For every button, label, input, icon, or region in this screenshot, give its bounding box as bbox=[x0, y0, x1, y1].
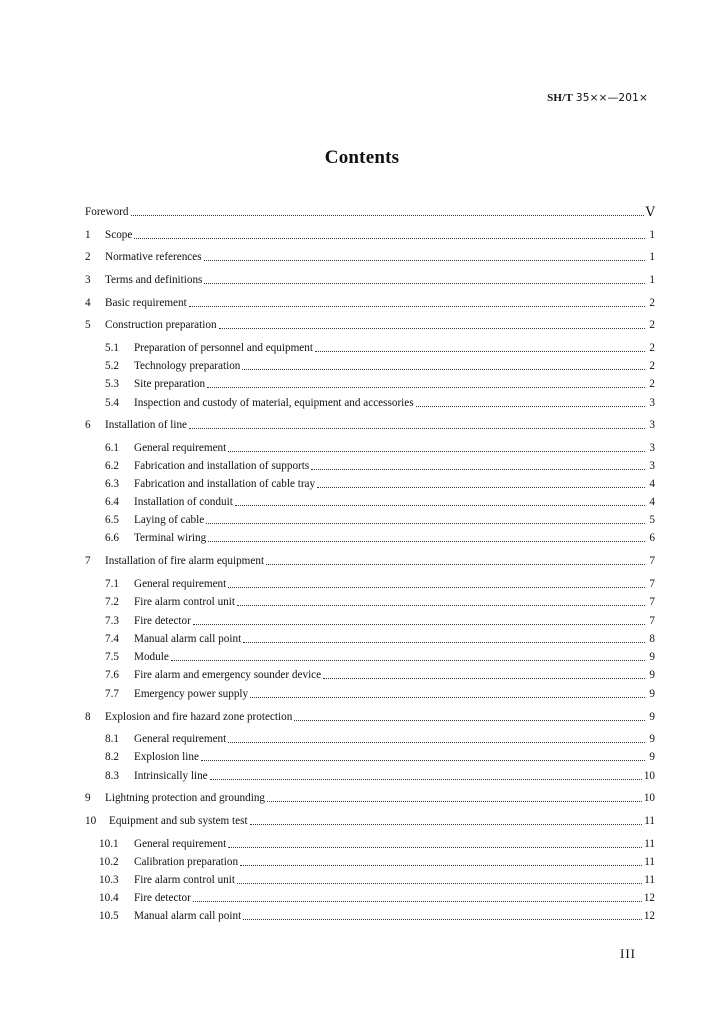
toc-entry-page: 2 bbox=[649, 360, 655, 372]
toc-entry-number: 8.1 bbox=[105, 733, 119, 745]
toc-entry-label: Basic requirement bbox=[105, 297, 187, 309]
toc-entry-label: Lightning protection and grounding bbox=[105, 792, 266, 804]
toc-entry-label: Construction preparation bbox=[105, 319, 217, 331]
toc-entry-number: 9 bbox=[85, 792, 91, 804]
dot-leader bbox=[266, 564, 645, 565]
toc-entry-page: 9 bbox=[649, 688, 655, 700]
dot-leader bbox=[171, 660, 645, 661]
toc-entry-page: 9 bbox=[649, 711, 655, 723]
toc-entry-number: 6.6 bbox=[105, 532, 119, 544]
toc-entry-page: 2 bbox=[649, 378, 655, 390]
toc-entry[interactable] bbox=[85, 575, 655, 591]
dot-leader bbox=[240, 865, 642, 866]
toc-entry-page: 9 bbox=[649, 669, 655, 681]
toc-entry-label: Installation of fire alarm equipment bbox=[105, 555, 265, 567]
toc-entry-page: 10 bbox=[643, 770, 655, 782]
toc-entry[interactable] bbox=[85, 271, 655, 287]
toc-entry[interactable] bbox=[85, 630, 655, 646]
toc-entry-label: Inspection and custody of material, equipment and accessories bbox=[134, 397, 414, 409]
toc-entry-label: Intrinsically line bbox=[134, 770, 208, 782]
toc-entry-number: 5.1 bbox=[105, 342, 119, 354]
dot-leader bbox=[131, 215, 644, 216]
toc-entry-label: Technology preparation bbox=[134, 360, 241, 372]
toc-entry-label: Fire alarm and emergency sounder device bbox=[134, 669, 322, 681]
toc-entry-label: Equipment and sub system test bbox=[109, 815, 248, 827]
toc-entry-label: Explosion line bbox=[134, 751, 199, 763]
toc-entry-number: 8.2 bbox=[105, 751, 119, 763]
toc-entry[interactable] bbox=[85, 316, 655, 332]
toc-entry-number: 7.4 bbox=[105, 633, 119, 645]
toc-entry-number: 6.5 bbox=[105, 514, 119, 526]
dot-leader bbox=[267, 801, 642, 802]
toc-entry[interactable] bbox=[85, 748, 655, 764]
toc-entry[interactable] bbox=[85, 708, 655, 724]
toc-entry[interactable] bbox=[85, 853, 655, 869]
toc-entry[interactable] bbox=[85, 475, 655, 491]
dot-leader bbox=[323, 678, 645, 679]
toc-entry[interactable] bbox=[85, 511, 655, 527]
toc-entry[interactable] bbox=[85, 203, 655, 219]
toc-entry-page: 9 bbox=[649, 651, 655, 663]
toc-entry-page: 1 bbox=[649, 229, 655, 241]
toc-entry-label: Fabrication and installation of supports bbox=[134, 460, 310, 472]
toc-entry-page: 3 bbox=[649, 397, 655, 409]
toc-entry-label: Fabrication and installation of cable tray bbox=[134, 478, 316, 490]
toc-entry-page: 5 bbox=[649, 514, 655, 526]
toc-entry-number: 6.1 bbox=[105, 442, 119, 454]
toc-entry[interactable] bbox=[85, 612, 655, 628]
dot-leader bbox=[228, 742, 645, 743]
toc-entry-page: 3 bbox=[649, 460, 655, 472]
toc-entry-label: Terms and definitions bbox=[105, 274, 203, 286]
toc-entry-page: 10 bbox=[643, 792, 655, 804]
toc-entry[interactable] bbox=[85, 685, 655, 701]
dot-leader bbox=[204, 260, 645, 261]
toc-entry-label: General requirement bbox=[134, 442, 227, 454]
toc-entry[interactable] bbox=[85, 907, 655, 923]
toc-entry-number: 10.3 bbox=[99, 874, 119, 886]
toc-entry[interactable] bbox=[85, 457, 655, 473]
dot-leader bbox=[315, 351, 645, 352]
toc-entry-label: Explosion and fire hazard zone protection bbox=[105, 711, 293, 723]
standard-number: 35××—201× bbox=[575, 92, 648, 104]
toc-entry-page: 9 bbox=[649, 751, 655, 763]
toc-entry[interactable] bbox=[85, 767, 655, 783]
toc-entry-page: 4 bbox=[649, 478, 655, 490]
dot-leader bbox=[243, 642, 645, 643]
toc-entry-number: 10.1 bbox=[99, 838, 119, 850]
toc-entry-number: 2 bbox=[85, 251, 91, 263]
toc-entry-page: 7 bbox=[649, 615, 655, 627]
toc-entry-label: Manual alarm call point bbox=[134, 910, 242, 922]
toc-entry-label: Manual alarm call point bbox=[134, 633, 242, 645]
dot-leader bbox=[250, 824, 643, 825]
toc-entry-page: 2 bbox=[649, 342, 655, 354]
dot-leader bbox=[250, 697, 645, 698]
dot-leader bbox=[134, 238, 645, 239]
dot-leader bbox=[204, 283, 645, 284]
toc-entry-number: 10 bbox=[85, 815, 97, 827]
toc-entry-number: 7.2 bbox=[105, 596, 119, 608]
toc-entry[interactable] bbox=[85, 375, 655, 391]
toc-entry[interactable] bbox=[85, 529, 655, 545]
dot-leader bbox=[207, 387, 645, 388]
dot-leader bbox=[208, 541, 645, 542]
dot-leader bbox=[201, 760, 645, 761]
toc-entry-number: 5.3 bbox=[105, 378, 119, 390]
toc-entry-number: 10.5 bbox=[99, 910, 119, 922]
toc-entry-page: 7 bbox=[649, 596, 655, 608]
toc-entry-number: 4 bbox=[85, 297, 91, 309]
toc-entry-label: Module bbox=[134, 651, 169, 663]
toc-entry-page: 2 bbox=[649, 297, 655, 309]
dot-leader bbox=[317, 487, 645, 488]
toc-entry-page: 1 bbox=[649, 274, 655, 286]
toc-entry[interactable] bbox=[85, 493, 655, 509]
toc-entry-label: Emergency power supply bbox=[134, 688, 249, 700]
toc-entry-label: Laying of cable bbox=[134, 514, 205, 526]
dot-leader bbox=[189, 306, 645, 307]
toc-entry-page: 1 bbox=[649, 251, 655, 263]
toc-entry-page: Ⅴ bbox=[645, 204, 655, 219]
dot-leader bbox=[228, 451, 645, 452]
toc-entry-number: 8.3 bbox=[105, 770, 119, 782]
toc-entry[interactable] bbox=[85, 552, 655, 568]
page-title: Contents bbox=[324, 147, 400, 168]
toc-entry[interactable] bbox=[85, 889, 655, 905]
toc-entry-label: General requirement bbox=[134, 733, 227, 745]
toc-entry[interactable] bbox=[85, 416, 655, 432]
dot-leader bbox=[219, 328, 645, 329]
toc-entry[interactable] bbox=[85, 730, 655, 746]
toc-entry[interactable] bbox=[85, 248, 655, 264]
dot-leader bbox=[228, 587, 645, 588]
toc-entry-number: 7.7 bbox=[105, 688, 119, 700]
toc-entry-page: 11 bbox=[644, 856, 655, 868]
toc-entry-label: Installation of conduit bbox=[134, 496, 233, 508]
toc-entry-number: 6.4 bbox=[105, 496, 119, 508]
toc-entry[interactable] bbox=[85, 339, 655, 355]
dot-leader bbox=[235, 505, 645, 506]
toc-entry-number: 7.5 bbox=[105, 651, 119, 663]
dot-leader bbox=[237, 605, 645, 606]
toc-entry-number: 5.2 bbox=[105, 360, 119, 372]
page-number: III bbox=[620, 946, 636, 961]
toc-entry-page: 2 bbox=[649, 319, 655, 331]
toc-entry-number: 8 bbox=[85, 711, 91, 723]
toc-entry-number: 10.2 bbox=[99, 856, 119, 868]
toc-entry[interactable] bbox=[85, 394, 655, 410]
dot-leader bbox=[237, 883, 642, 884]
dot-leader bbox=[243, 919, 642, 920]
toc-entry-label: General requirement bbox=[134, 838, 227, 850]
toc-entry-label: Site preparation bbox=[134, 378, 206, 390]
dot-leader bbox=[228, 847, 642, 848]
dot-leader bbox=[210, 779, 642, 780]
toc-entry[interactable] bbox=[85, 294, 655, 310]
toc-entry[interactable] bbox=[85, 593, 655, 609]
toc-entry-number: 5.4 bbox=[105, 397, 119, 409]
dot-leader bbox=[416, 406, 645, 407]
toc-entry-page: 11 bbox=[644, 874, 655, 886]
toc-entry-page: 12 bbox=[643, 892, 655, 904]
toc-entry-number: 7 bbox=[85, 555, 91, 567]
dot-leader bbox=[294, 720, 645, 721]
toc-entry-page: 12 bbox=[643, 910, 655, 922]
toc-entry-label: Fire detector bbox=[134, 615, 191, 627]
toc-entry-page: 7 bbox=[649, 578, 655, 590]
toc-entry-number: 7.3 bbox=[105, 615, 119, 627]
toc-entry-label: Calibration preparation bbox=[134, 856, 239, 868]
toc-entry-label: Fire detector bbox=[134, 892, 191, 904]
dot-leader bbox=[189, 428, 645, 429]
toc-entry-label: Scope bbox=[105, 229, 133, 241]
toc-entry[interactable] bbox=[85, 789, 655, 805]
toc-entry-page: 3 bbox=[649, 442, 655, 454]
dot-leader bbox=[311, 469, 645, 470]
toc-entry-page: 11 bbox=[644, 815, 655, 827]
toc-entry-number: 1 bbox=[85, 229, 91, 241]
toc-entry-page: 3 bbox=[649, 419, 655, 431]
toc-entry-number: 7.1 bbox=[105, 578, 119, 590]
toc-entry[interactable] bbox=[85, 812, 655, 828]
toc-entry[interactable] bbox=[85, 648, 655, 664]
toc-entry[interactable] bbox=[85, 226, 655, 242]
toc-entry-label: Terminal wiring bbox=[134, 532, 207, 544]
dot-leader bbox=[193, 901, 642, 902]
toc-entry[interactable] bbox=[85, 835, 655, 851]
dot-leader bbox=[193, 624, 645, 625]
toc-entry-page: 9 bbox=[649, 733, 655, 745]
toc-entry-number: 5 bbox=[85, 319, 91, 331]
toc-entry-label: Fire alarm control unit bbox=[134, 874, 235, 886]
toc-entry-page: 11 bbox=[644, 838, 655, 850]
toc-entry-label: Foreword bbox=[85, 206, 129, 218]
toc-entry[interactable] bbox=[85, 666, 655, 682]
toc-entry-label: Fire alarm control unit bbox=[134, 596, 235, 608]
toc-entry-label: Installation of line bbox=[105, 419, 188, 431]
toc-entry-number: 3 bbox=[85, 274, 91, 286]
toc-entry-number: 7.6 bbox=[105, 669, 119, 681]
toc-entry-page: 8 bbox=[649, 633, 655, 645]
toc-entry-label: General requirement bbox=[134, 578, 227, 590]
toc-entry-page: 7 bbox=[649, 555, 655, 567]
toc-entry-label: Normative references bbox=[105, 251, 202, 263]
toc-entry[interactable] bbox=[85, 357, 655, 373]
toc-entry[interactable] bbox=[85, 439, 655, 455]
standard-prefix: SH/T bbox=[547, 92, 573, 104]
dot-leader bbox=[242, 369, 645, 370]
toc-entry-label: Preparation of personnel and equipment bbox=[134, 342, 313, 354]
toc-entry-number: 6.2 bbox=[105, 460, 119, 472]
toc-entry[interactable] bbox=[85, 871, 655, 887]
toc-entry-page: 4 bbox=[649, 496, 655, 508]
toc-entry-number: 10.4 bbox=[99, 892, 119, 904]
toc-entry-number: 6 bbox=[85, 419, 91, 431]
toc-entry-number: 6.3 bbox=[105, 478, 119, 490]
toc-entry-page: 6 bbox=[649, 532, 655, 544]
dot-leader bbox=[206, 523, 645, 524]
